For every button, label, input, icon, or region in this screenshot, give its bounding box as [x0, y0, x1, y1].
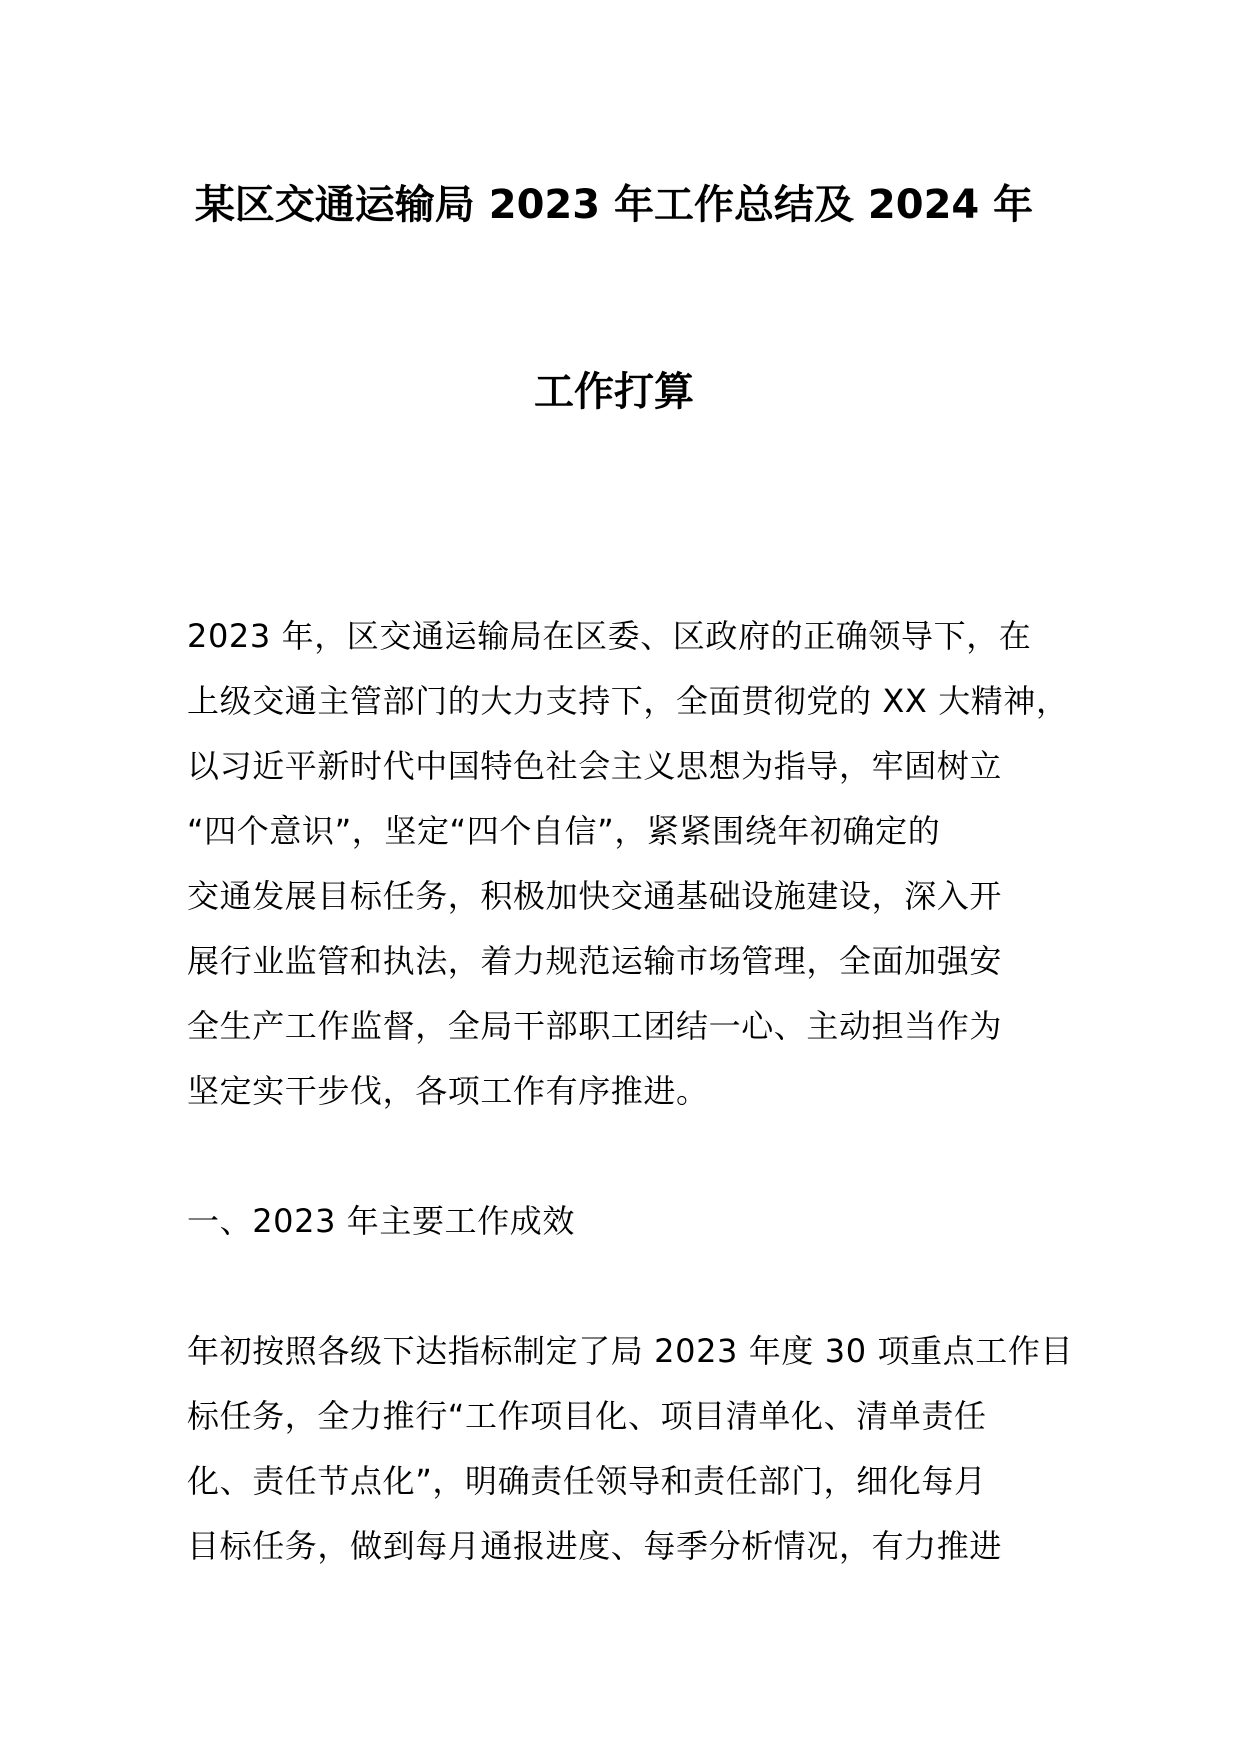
paragraph-line: 交通发展目标任务，积极加快交通基础设施建设，深入开	[187, 877, 1003, 915]
paragraph-line: 目标任务，做到每月通报进度、每季分析情况，有力推进	[187, 1527, 1003, 1565]
paragraph-line: “四个意识”，坚定“四个自信”，紧紧围绕年初确定的	[187, 812, 941, 850]
paragraph-line: 全生产工作监督，全局干部职工团结一心、主动担当作为	[187, 1007, 1003, 1045]
document-title-line-2: 工作打算	[534, 369, 694, 415]
paragraph-line: 坚定实干步伐，各项工作有序推进。	[187, 1072, 709, 1110]
paragraph-line: 2023 年，区交通运输局在区委、区政府的正确领导下，在	[187, 617, 1032, 655]
paragraph-line: 年初按照各级下达指标制定了局 2023 年度 30 项重点工作目	[187, 1332, 1074, 1370]
section-heading: 一、2023 年主要工作成效	[187, 1202, 576, 1240]
paragraph-line: 上级交通主管部门的大力支持下，全面贯彻党的 XX 大精神，	[187, 682, 1069, 720]
paragraph-line: 以习近平新时代中国特色社会主义思想为指导，牢固树立	[187, 747, 1003, 785]
paragraph-line: 标任务，全力推行“工作项目化、项目清单化、清单责任	[187, 1397, 987, 1435]
paragraph-line: 化、责任节点化”，明确责任领导和责任部门，细化每月	[187, 1462, 987, 1500]
document-title-line-1: 某区交通运输局 2023 年工作总结及 2024 年	[194, 182, 1034, 228]
paragraph-line: 展行业监管和执法，着力规范运输市场管理，全面加强安	[187, 942, 1003, 980]
